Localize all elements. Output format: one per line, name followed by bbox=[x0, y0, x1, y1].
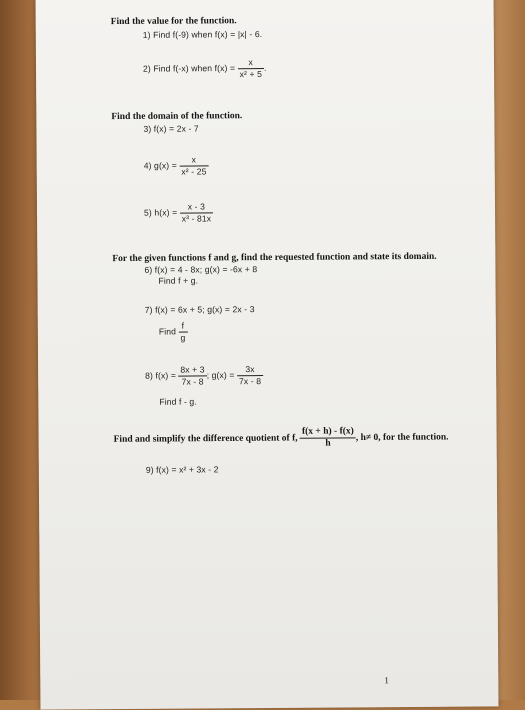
question-8 bbox=[145, 364, 263, 388]
question-text: f(x) = 4 - 8x; g(x) = -6x + 8 bbox=[154, 264, 258, 275]
fraction-numerator: x bbox=[238, 57, 264, 69]
fraction bbox=[178, 364, 206, 387]
question-text: f(x) = bbox=[155, 370, 176, 381]
question-number: 8) bbox=[145, 370, 154, 381]
fraction bbox=[237, 364, 263, 387]
fraction bbox=[179, 154, 208, 177]
question-2 bbox=[143, 57, 267, 81]
fraction-numerator: x bbox=[179, 154, 208, 166]
question-number: 2) bbox=[142, 63, 151, 74]
worksheet-page bbox=[36, 0, 499, 710]
section-heading-combine-functions: For the given functions f and g, find the requested function and state its domain. bbox=[112, 251, 437, 265]
fraction bbox=[178, 321, 187, 344]
question-number: 1) bbox=[142, 29, 151, 40]
fraction-numerator: f bbox=[178, 321, 187, 333]
fraction-denominator: x² + 5 bbox=[239, 69, 263, 80]
page-number: 1 bbox=[384, 675, 389, 686]
instruction-text: Find bbox=[158, 326, 177, 337]
fraction-denominator: x³ - 81x bbox=[181, 213, 212, 224]
question-4 bbox=[144, 154, 209, 177]
fraction bbox=[300, 426, 356, 449]
question-text: ; g(x) = bbox=[206, 369, 235, 381]
question-7-instruction bbox=[159, 321, 188, 344]
fraction-denominator: x² - 25 bbox=[181, 166, 207, 177]
question-7 bbox=[145, 304, 255, 315]
question-text: h(x) = bbox=[154, 207, 178, 218]
question-number: 4) bbox=[143, 160, 152, 171]
fraction-denominator: 7x - 8 bbox=[181, 376, 204, 387]
question-text: Find f(-x) when f(x) = bbox=[153, 62, 236, 74]
question-tail: . bbox=[263, 62, 267, 73]
fraction-denominator: g bbox=[180, 332, 186, 343]
question-text: f(x) = 2x - 7 bbox=[153, 123, 199, 134]
question-number: 7) bbox=[144, 304, 153, 315]
question-6-instruction: Find f + g. bbox=[158, 275, 199, 286]
fraction-denominator: h bbox=[325, 438, 331, 449]
fraction bbox=[180, 201, 214, 224]
heading-text: , h≠ 0, for the function. bbox=[355, 432, 449, 444]
question-8-instruction: Find f - g. bbox=[159, 396, 197, 407]
section-heading-difference-quotient bbox=[114, 426, 449, 451]
fraction-numerator: x - 3 bbox=[180, 201, 214, 213]
question-number: 3) bbox=[143, 123, 152, 134]
question-text: f(x) = x² + 3x - 2 bbox=[156, 464, 219, 475]
heading-text: Find and simplify the difference quotient of f, bbox=[113, 433, 298, 445]
fraction-numerator: 3x bbox=[237, 364, 263, 376]
question-text: f(x) = 6x + 5; g(x) = 2x - 3 bbox=[155, 304, 255, 315]
question-number: 6) bbox=[144, 264, 153, 275]
fraction-numerator: f(x + h) - f(x) bbox=[300, 426, 356, 438]
section-heading-function-value: Find the value for the function. bbox=[110, 16, 237, 28]
question-5 bbox=[144, 201, 213, 224]
question-number: 9) bbox=[145, 464, 154, 475]
fraction-numerator: 8x + 3 bbox=[178, 364, 206, 376]
fraction-denominator: 7x - 8 bbox=[238, 376, 262, 387]
question-3 bbox=[143, 123, 198, 133]
question-text: Find f(-9) when f(x) = |x| - 6. bbox=[153, 29, 263, 40]
section-heading-domain: Find the domain of the function. bbox=[111, 111, 243, 123]
question-number: 5) bbox=[143, 207, 152, 218]
fraction bbox=[238, 57, 265, 80]
question-9 bbox=[146, 464, 219, 475]
question-1 bbox=[143, 29, 262, 40]
question-text: g(x) = bbox=[154, 160, 177, 171]
question-6 bbox=[144, 264, 257, 275]
